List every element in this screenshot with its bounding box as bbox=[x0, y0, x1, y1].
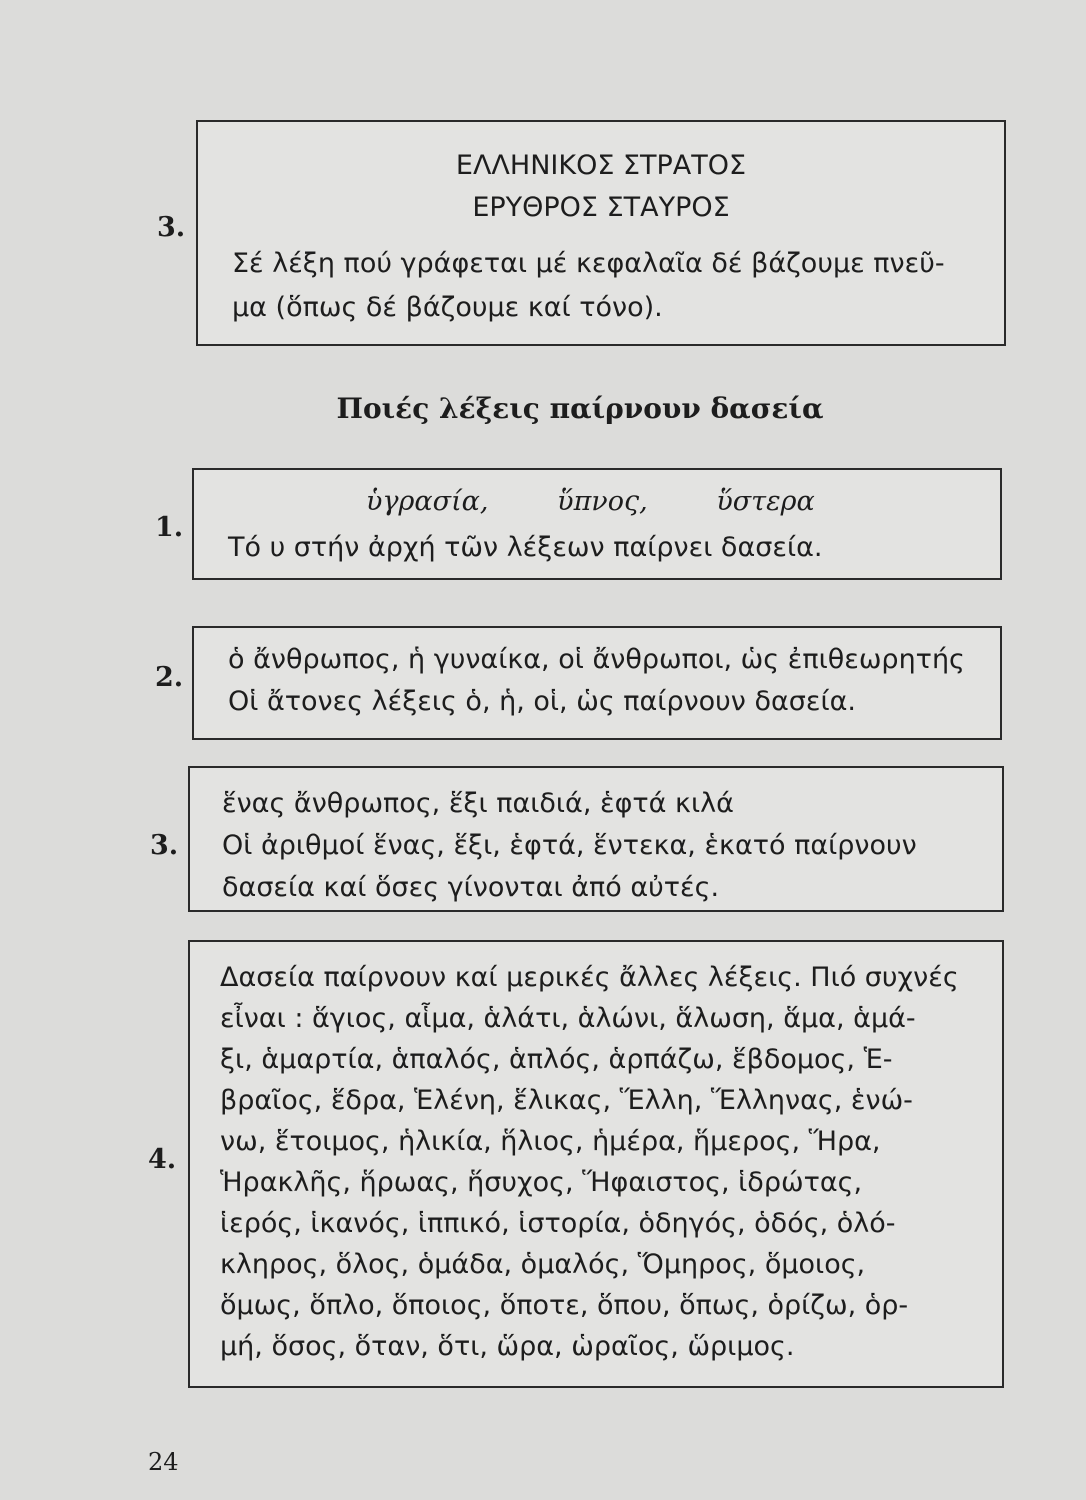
rule-box-4 bbox=[188, 940, 1004, 1388]
word-list-line: Ἡρακλῆς, ἥρωας, ἥσυχος, Ἥφαιστος, ἱδρώτας, bbox=[220, 1167, 863, 1198]
word-list-line: εἶναι : ἅγιος, αἷμα, ἁλάτι, ἁλώνι, ἅλωση, ἅμα, ἁμά- bbox=[220, 1003, 916, 1034]
item-number: 4. bbox=[148, 1144, 177, 1175]
rule-box-2 bbox=[192, 626, 1002, 740]
word-list-line: βραῖος, ἕδρα, Ἑλένη, ἕλικας, Ἕλλη, Ἕλληνας, ἑνώ- bbox=[220, 1085, 913, 1116]
word-list-line: Δασεία παίρνουν καί μερικές ἄλλες λέξεις. Πιό συχνές bbox=[220, 962, 959, 993]
rule-text: Τό υ στήν ἀρχή τῶν λέξεων παίρνει δασεία. bbox=[228, 532, 823, 563]
rule-box-3 bbox=[188, 766, 1004, 912]
page-number: 24 bbox=[148, 1448, 179, 1476]
item-number: 3. bbox=[150, 830, 179, 861]
box-title-1: ΕΛΛΗΝΙΚΟΣ ΣΤΡΑΤΟΣ bbox=[455, 150, 747, 181]
word-list-line: ὅμως, ὅπλο, ὅποιος, ὅποτε, ὅπου, ὅπως, ὁρίζω, ὁρ- bbox=[220, 1290, 909, 1321]
word-list-line: κληρος, ὅλος, ὁμάδα, ὁμαλός, Ὅμηρος, ὅμοιος, bbox=[220, 1249, 866, 1280]
word-list-line: μή, ὅσος, ὅταν, ὅτι, ὥρα, ὡραῖος, ὥριμος. bbox=[220, 1331, 795, 1362]
word-list-line: ξι, ἁμαρτία, ἁπαλός, ἁπλός, ἁρπάζω, ἕβδομος, Ἑ- bbox=[220, 1044, 893, 1075]
box-text-line-2: μα (ὅπως δέ βάζουμε καί τόνο). bbox=[232, 292, 663, 323]
note-box-capitals bbox=[196, 120, 1006, 346]
word-list-line: ἱερός, ἱκανός, ἱππικό, ἱστορία, ὁδηγός, ὁδός, ὁλό- bbox=[220, 1208, 896, 1239]
item-number: 3. bbox=[157, 212, 186, 243]
box-text-line-1: Σέ λέξη πού γράφεται μέ κεφαλαῖα δέ βάζουμε πνεῦ- bbox=[232, 248, 945, 279]
rule-example: ὑγρασία, ὕπνος, ὕστερα bbox=[366, 486, 815, 517]
section-heading: Ποιές λέξεις παίρνουν δασεία bbox=[336, 392, 824, 425]
rule-example: ὁ ἄνθρωπος, ἡ γυναίκα, οἱ ἄνθρωποι, ὡς ἐπιθεωρητής bbox=[228, 644, 965, 675]
word-list-line: νω, ἕτοιμος, ἡλικία, ἥλιος, ἡμέρα, ἥμερος, Ἥρα, bbox=[220, 1126, 881, 1157]
item-number: 2. bbox=[155, 662, 184, 693]
item-number: 1. bbox=[155, 512, 184, 543]
rule-text-line-2: δασεία καί ὅσες γίνονται ἀπό αὐτές. bbox=[222, 872, 720, 903]
rule-example: ἕνας ἄνθρωπος, ἕξι παιδιά, ἑφτά κιλά bbox=[222, 788, 734, 819]
rule-text-line-1: Οἱ ἀριθμοί ἕνας, ἕξι, ἑφτά, ἕντεκα, ἑκατό παίρνουν bbox=[222, 830, 917, 861]
box-title-2: ΕΡΥΘΡΟΣ ΣΤΑΥΡΟΣ bbox=[472, 192, 730, 223]
rule-text: Οἱ ἄτονες λέξεις ὁ, ἡ, οἱ, ὡς παίρνουν δασεία. bbox=[228, 686, 857, 717]
rule-box-1 bbox=[192, 468, 1002, 580]
